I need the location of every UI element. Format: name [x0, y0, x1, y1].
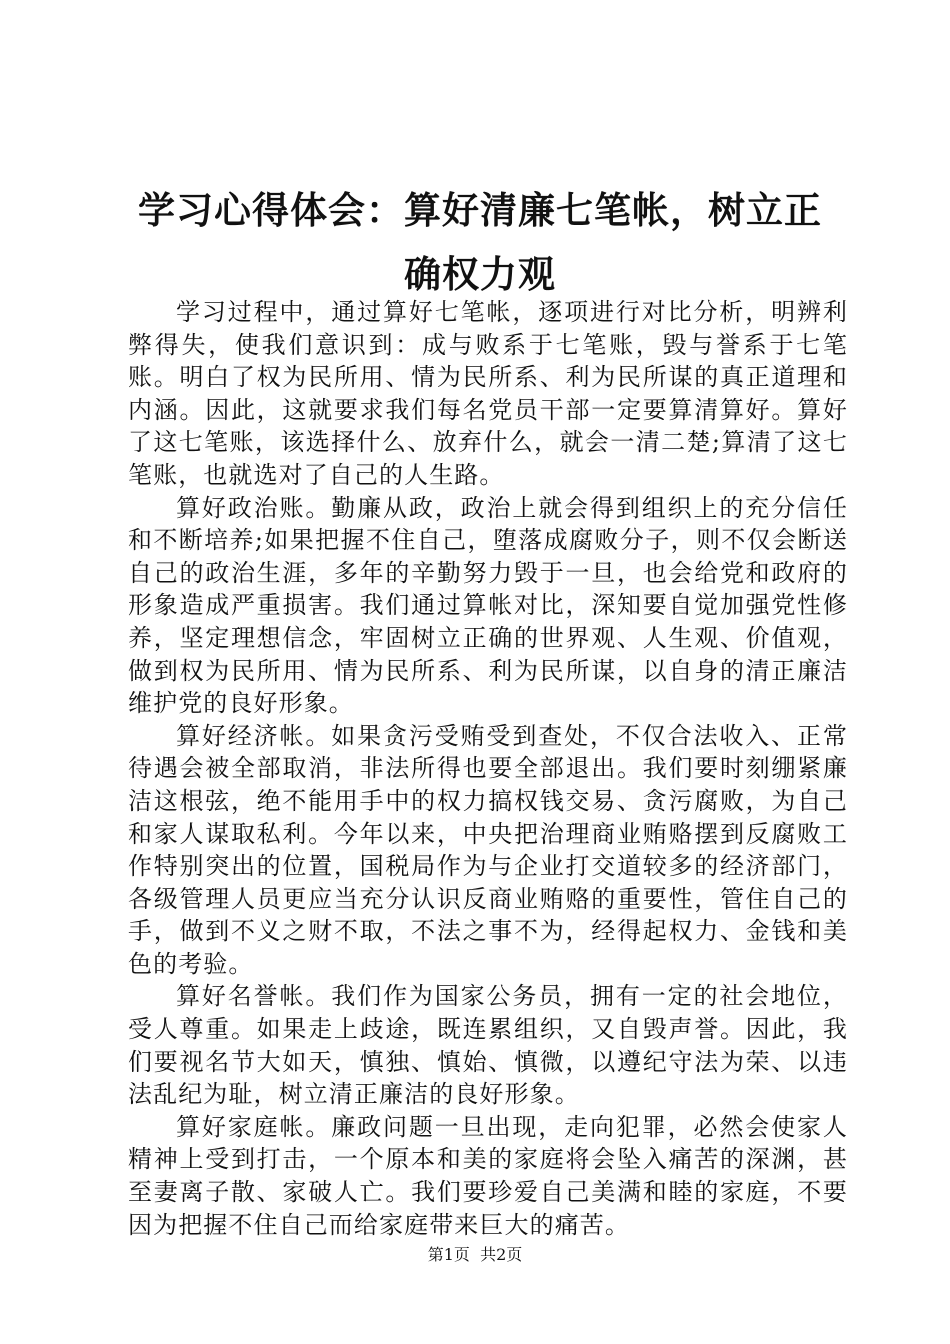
- paragraph-intro: 学习过程中，通过算好七笔帐，逐项进行对比分析，明辨利弊得失，使我们意识到：成与败系于七笔账，毁与誉系于七笔账。明白了权为民所用、情为民所系、利为民所谋的真正道理和内涵。因此，这就要求我们每名党员干部一定要算清算好。算好了这七笔账，该选择什么、放弃什么，就会一清二楚;算清了这七笔账，也就选对了自己的人生路。: [128, 298, 848, 489]
- page-footer: [0, 1244, 950, 1266]
- page-number: 第1页 共2页: [427, 1245, 523, 1264]
- paragraph-political-account: 算好政治账。勤廉从政，政治上就会得到组织上的充分信任和不断培养;如果把握不住自己，堕落成腐败分子，则不仅会断送自己的政治生涯，多年的辛勤努力毁于一旦，也会给党和政府的形象造成严重损害。我们通过算帐对比，深知要自觉加强党性修养，坚定理想信念，牢固树立正确的世界观、人生观、价值观，做到权为民所用、情为民所系、利为民所谋，以自身的清正廉洁维护党的良好形象。: [128, 493, 848, 718]
- paragraph-reputation-account: 算好名誉帐。我们作为国家公务员，拥有一定的社会地位，受人尊重。如果走上歧途，既连累组织，又自毁声誉。因此，我们要视名节大如天，慎独、慎始、慎微，以遵纪守法为荣、以违法乱纪为耻，树立清正廉洁的良好形象。: [128, 982, 848, 1109]
- document-title: 学习心得体会：算好清廉七笔帐，树立正确权力观: [138, 188, 822, 296]
- paragraph-family-account: 算好家庭帐。廉政问题一旦出现，走向犯罪，必然会使家人精神上受到打击，一个原本和美的家庭将会坠入痛苦的深渊，甚至妻离子散、家破人亡。我们要珍爱自己美满和睦的家庭，不要因为把握不住自己而给家庭带来巨大的痛苦。: [128, 1112, 848, 1239]
- paragraph-economic-account: 算好经济帐。如果贪污受贿受到查处，不仅合法收入、正常待遇会被全部取消，非法所得也要全部退出。我们要时刻绷紧廉洁这根弦，绝不能用手中的权力搞权钱交易、贪污腐败，为自己和家人谋取私利。今年以来，中央把治理商业贿赂摆到反腐败工作特别突出的位置，国税局作为与企业打交道较多的经济部门，各级管理人员更应当充分认识反商业贿赂的重要性，管住自己的手，做到不义之财不取，不法之事不为，经得起权力、金钱和美色的考验。: [128, 721, 848, 978]
- document-body: [128, 296, 848, 1241]
